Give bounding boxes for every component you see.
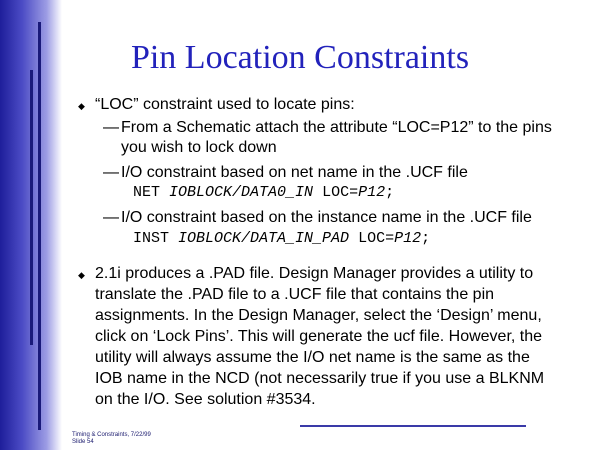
bullet-paragraph: 2.1i produces a .PAD file. Design Manager provides a utility to translate the .PAD file to a .UCF file that contains the pin assignments. In the Design Manager, select the ‘Design’ menu, click on ‘Lock Pins’. This will generate the ucf file. However, the utility will always assume the I/O net name is the same as the IOB name in the NCD (not necessarily true if you use a BLKNM on the I/O. See solution #3534. [95,265,545,408]
sub-item-dash: — [103,119,119,136]
sub-item-dash: — [103,164,119,181]
sub-item-text: I/O constraint based on net name in the .UCF file [121,164,468,181]
bullet-text: “LOC” constraint used to locate pins: [95,96,355,113]
sidebar-line [38,215,41,430]
code-line-inst [133,229,430,249]
code-loc-value: P12 [394,230,422,247]
sub-item-text: you wish to lock down [121,139,277,156]
slide-title: Pin Location Constraints [130,39,470,76]
slide-footer [72,432,151,446]
diamond-bullet-icon: ◆ [78,270,85,280]
footer-course: Timing & Constraints, 7/22/99 [72,432,151,438]
code-loc-prefix: LOC= [358,230,395,247]
footer-slide-number: Slide 54 [72,439,94,445]
footer-rule [300,425,526,427]
sub-item-text: I/O constraint based on the instance name in the .UCF file [121,209,532,226]
sidebar-line [30,70,33,345]
sub-item-text: From a Schematic attach the attribute “LOC=P12” to the pins [121,119,552,136]
code-line-net [133,183,394,203]
sub-item-dash: — [103,209,119,226]
code-loc-prefix: LOC= [322,184,359,201]
code-instance-name: IOBLOCK/DATA_IN_PAD [178,230,350,247]
code-keyword: INST [133,230,170,247]
diamond-bullet-icon: ◆ [78,101,85,111]
code-terminator: ; [385,184,395,201]
code-terminator: ; [421,230,431,247]
code-loc-value: P12 [358,184,386,201]
code-net-name: IOBLOCK/DATA0_IN [169,184,314,201]
code-keyword: NET [133,184,161,201]
